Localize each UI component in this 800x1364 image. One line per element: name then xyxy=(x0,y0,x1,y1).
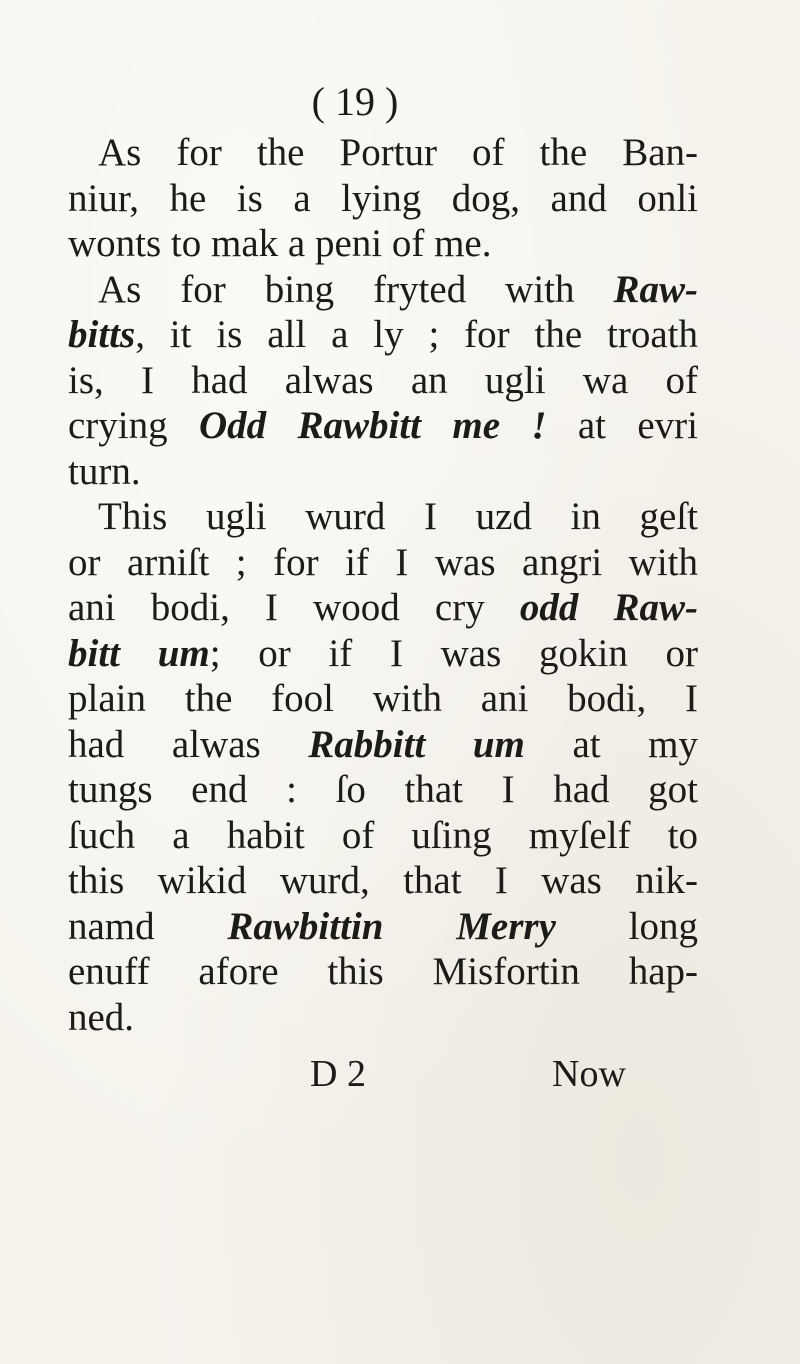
text-run: namd xyxy=(68,904,228,948)
text-line xyxy=(68,904,698,950)
text-run: had alwas xyxy=(68,722,309,766)
text-run: tungs end : ſo that I had got xyxy=(68,768,698,811)
text-line xyxy=(68,585,698,631)
text-line xyxy=(68,358,698,404)
text-run: at evri xyxy=(546,404,698,447)
text-line xyxy=(68,267,698,313)
text-run: This ugli wurd I uzd in geſt xyxy=(98,495,698,538)
text-line xyxy=(68,221,698,267)
text-line xyxy=(68,995,698,1041)
paragraph xyxy=(68,494,698,1040)
text-run: ani bodi, I wood cry xyxy=(68,586,520,629)
text-line xyxy=(68,676,698,722)
text-run: long xyxy=(555,904,698,948)
body-text xyxy=(68,130,698,1040)
italic-text: bitts xyxy=(68,313,136,356)
text-run: ſuch a habit of uſing myſelf to xyxy=(68,813,698,857)
signature-mark: D 2 xyxy=(310,1053,366,1095)
text-run: is, I had alwas an ugli wa of xyxy=(68,358,698,402)
text-line xyxy=(68,813,698,859)
text-line xyxy=(68,631,698,677)
text-run: this wikid wurd, that I was nik- xyxy=(68,859,698,902)
text-run: ; or if I was gokin or xyxy=(209,631,698,675)
text-line xyxy=(68,449,698,495)
text-line xyxy=(68,858,698,904)
italic-text: Raw- xyxy=(613,267,698,311)
italic-text: odd Raw- xyxy=(519,586,699,629)
text-run: wonts to mak a peni of me. xyxy=(68,222,492,265)
text-line xyxy=(68,312,698,358)
text-run: turn. xyxy=(68,449,141,493)
text-line xyxy=(68,722,698,768)
text-run: or arniſt ; for if I was angri with xyxy=(68,540,698,584)
text-line xyxy=(68,949,698,995)
text-run: As for the Portur of the Ban- xyxy=(98,131,698,174)
italic-text: bitt um xyxy=(68,631,210,675)
text-line xyxy=(68,403,698,449)
text-line xyxy=(68,540,698,586)
text-line xyxy=(68,130,698,176)
text-run: As for bing fryted with xyxy=(98,267,614,311)
text-run: , it is all a ly ; for the troath xyxy=(135,313,698,356)
text-run: crying xyxy=(68,404,199,447)
paragraph xyxy=(68,130,698,267)
text-run: ned. xyxy=(68,995,135,1039)
italic-text: Odd Rawbitt me ! xyxy=(198,404,547,447)
text-run: plain the fool with ani bodi, I xyxy=(68,677,698,720)
text-run: niur, he is a lying dog, and onli xyxy=(68,176,698,220)
text-line xyxy=(68,176,698,222)
page-number: ( 19 ) xyxy=(311,79,399,124)
paragraph xyxy=(68,267,698,495)
catchword: Now xyxy=(552,1053,626,1095)
text-line xyxy=(68,767,698,813)
italic-text: Rawbittin Merry xyxy=(227,904,556,948)
text-run: enuff afore this Misfortin hap- xyxy=(68,950,698,993)
page-footer xyxy=(0,1052,800,1102)
text-run: at my xyxy=(524,722,699,766)
text-line xyxy=(68,494,698,540)
italic-text: Rabbitt um xyxy=(308,722,525,766)
